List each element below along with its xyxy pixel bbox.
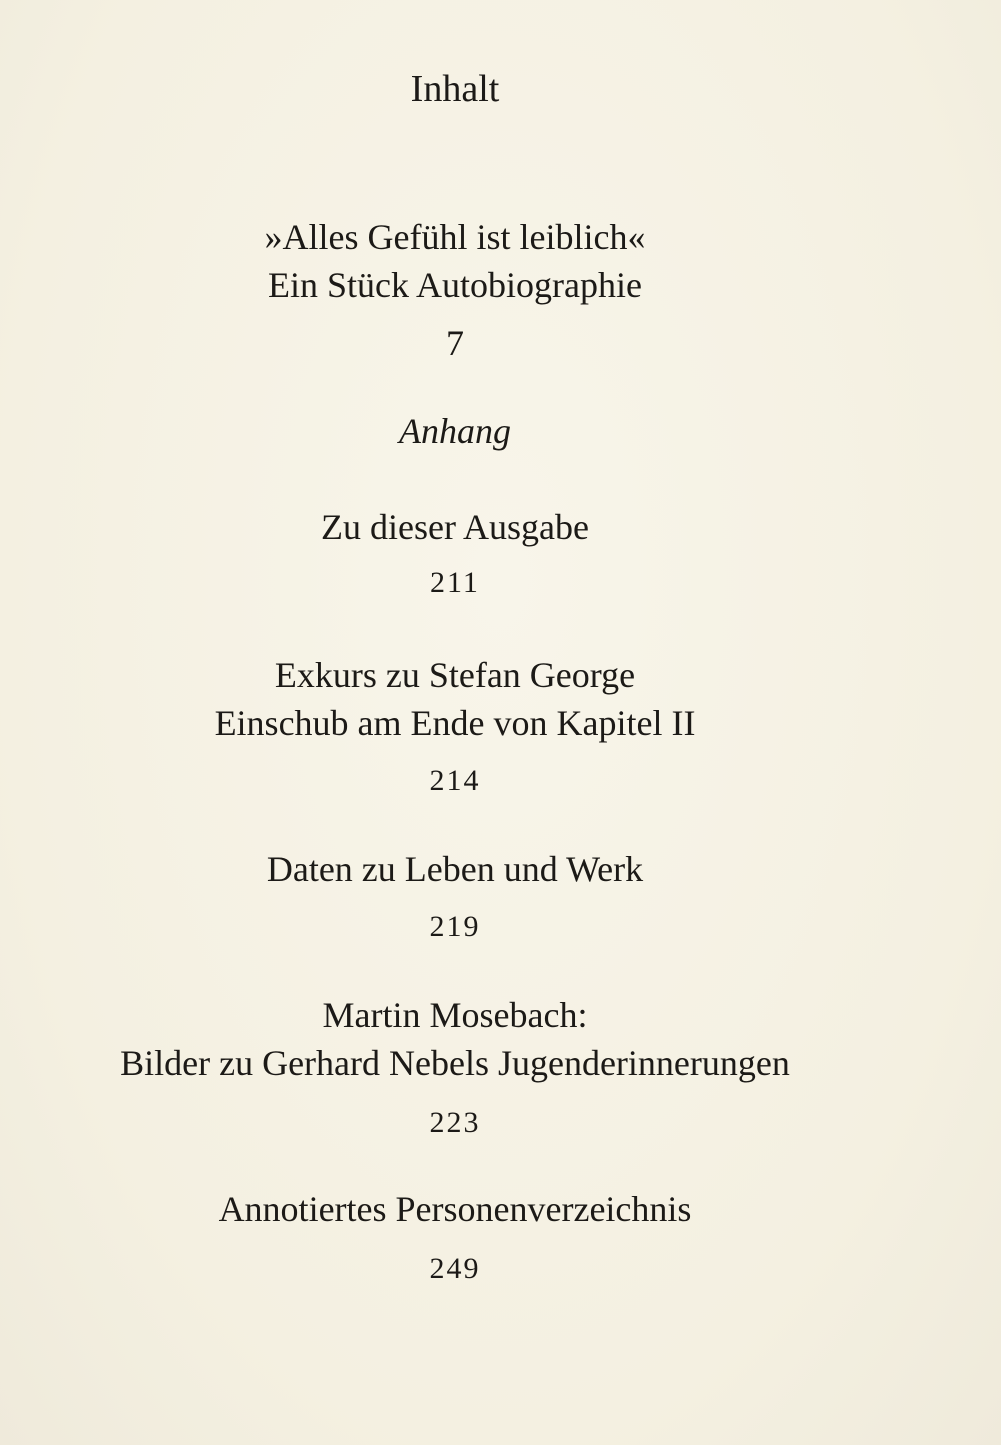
toc-entry-1-subtitle: Ein Stück Autobiographie	[268, 265, 642, 305]
toc-entry-6-title: Annotiertes Personenverzeichnis	[218, 1189, 692, 1229]
toc-entry-5-title: Martin Mosebach:	[322, 995, 588, 1035]
toc-entry-1-title: »Alles Gefühl ist leiblich«	[264, 217, 646, 257]
toc-entry-3-subtitle: Einschub am Ende von Kapitel II	[214, 703, 696, 743]
toc-entry-2-title: Zu dieser Ausgabe	[321, 507, 589, 547]
section-heading-anhang: Anhang	[399, 411, 511, 451]
page-title: Inhalt	[410, 68, 500, 110]
toc-entry-5-subtitle: Bilder zu Gerhard Nebels Jugenderinnerungen	[120, 1043, 790, 1083]
toc-entry-4-page: 219	[429, 910, 481, 943]
toc-entry-3-title: Exkurs zu Stefan George	[274, 655, 636, 695]
toc-entry-1-page: 7	[446, 323, 464, 363]
toc-entry-6-page: 249	[429, 1252, 481, 1285]
toc-entry-2-page: 211	[430, 566, 480, 599]
toc-entry-4-title: Daten zu Leben und Werk	[266, 849, 644, 889]
toc-entry-3-page: 214	[429, 764, 481, 797]
toc-entry-5-page: 223	[429, 1106, 481, 1139]
